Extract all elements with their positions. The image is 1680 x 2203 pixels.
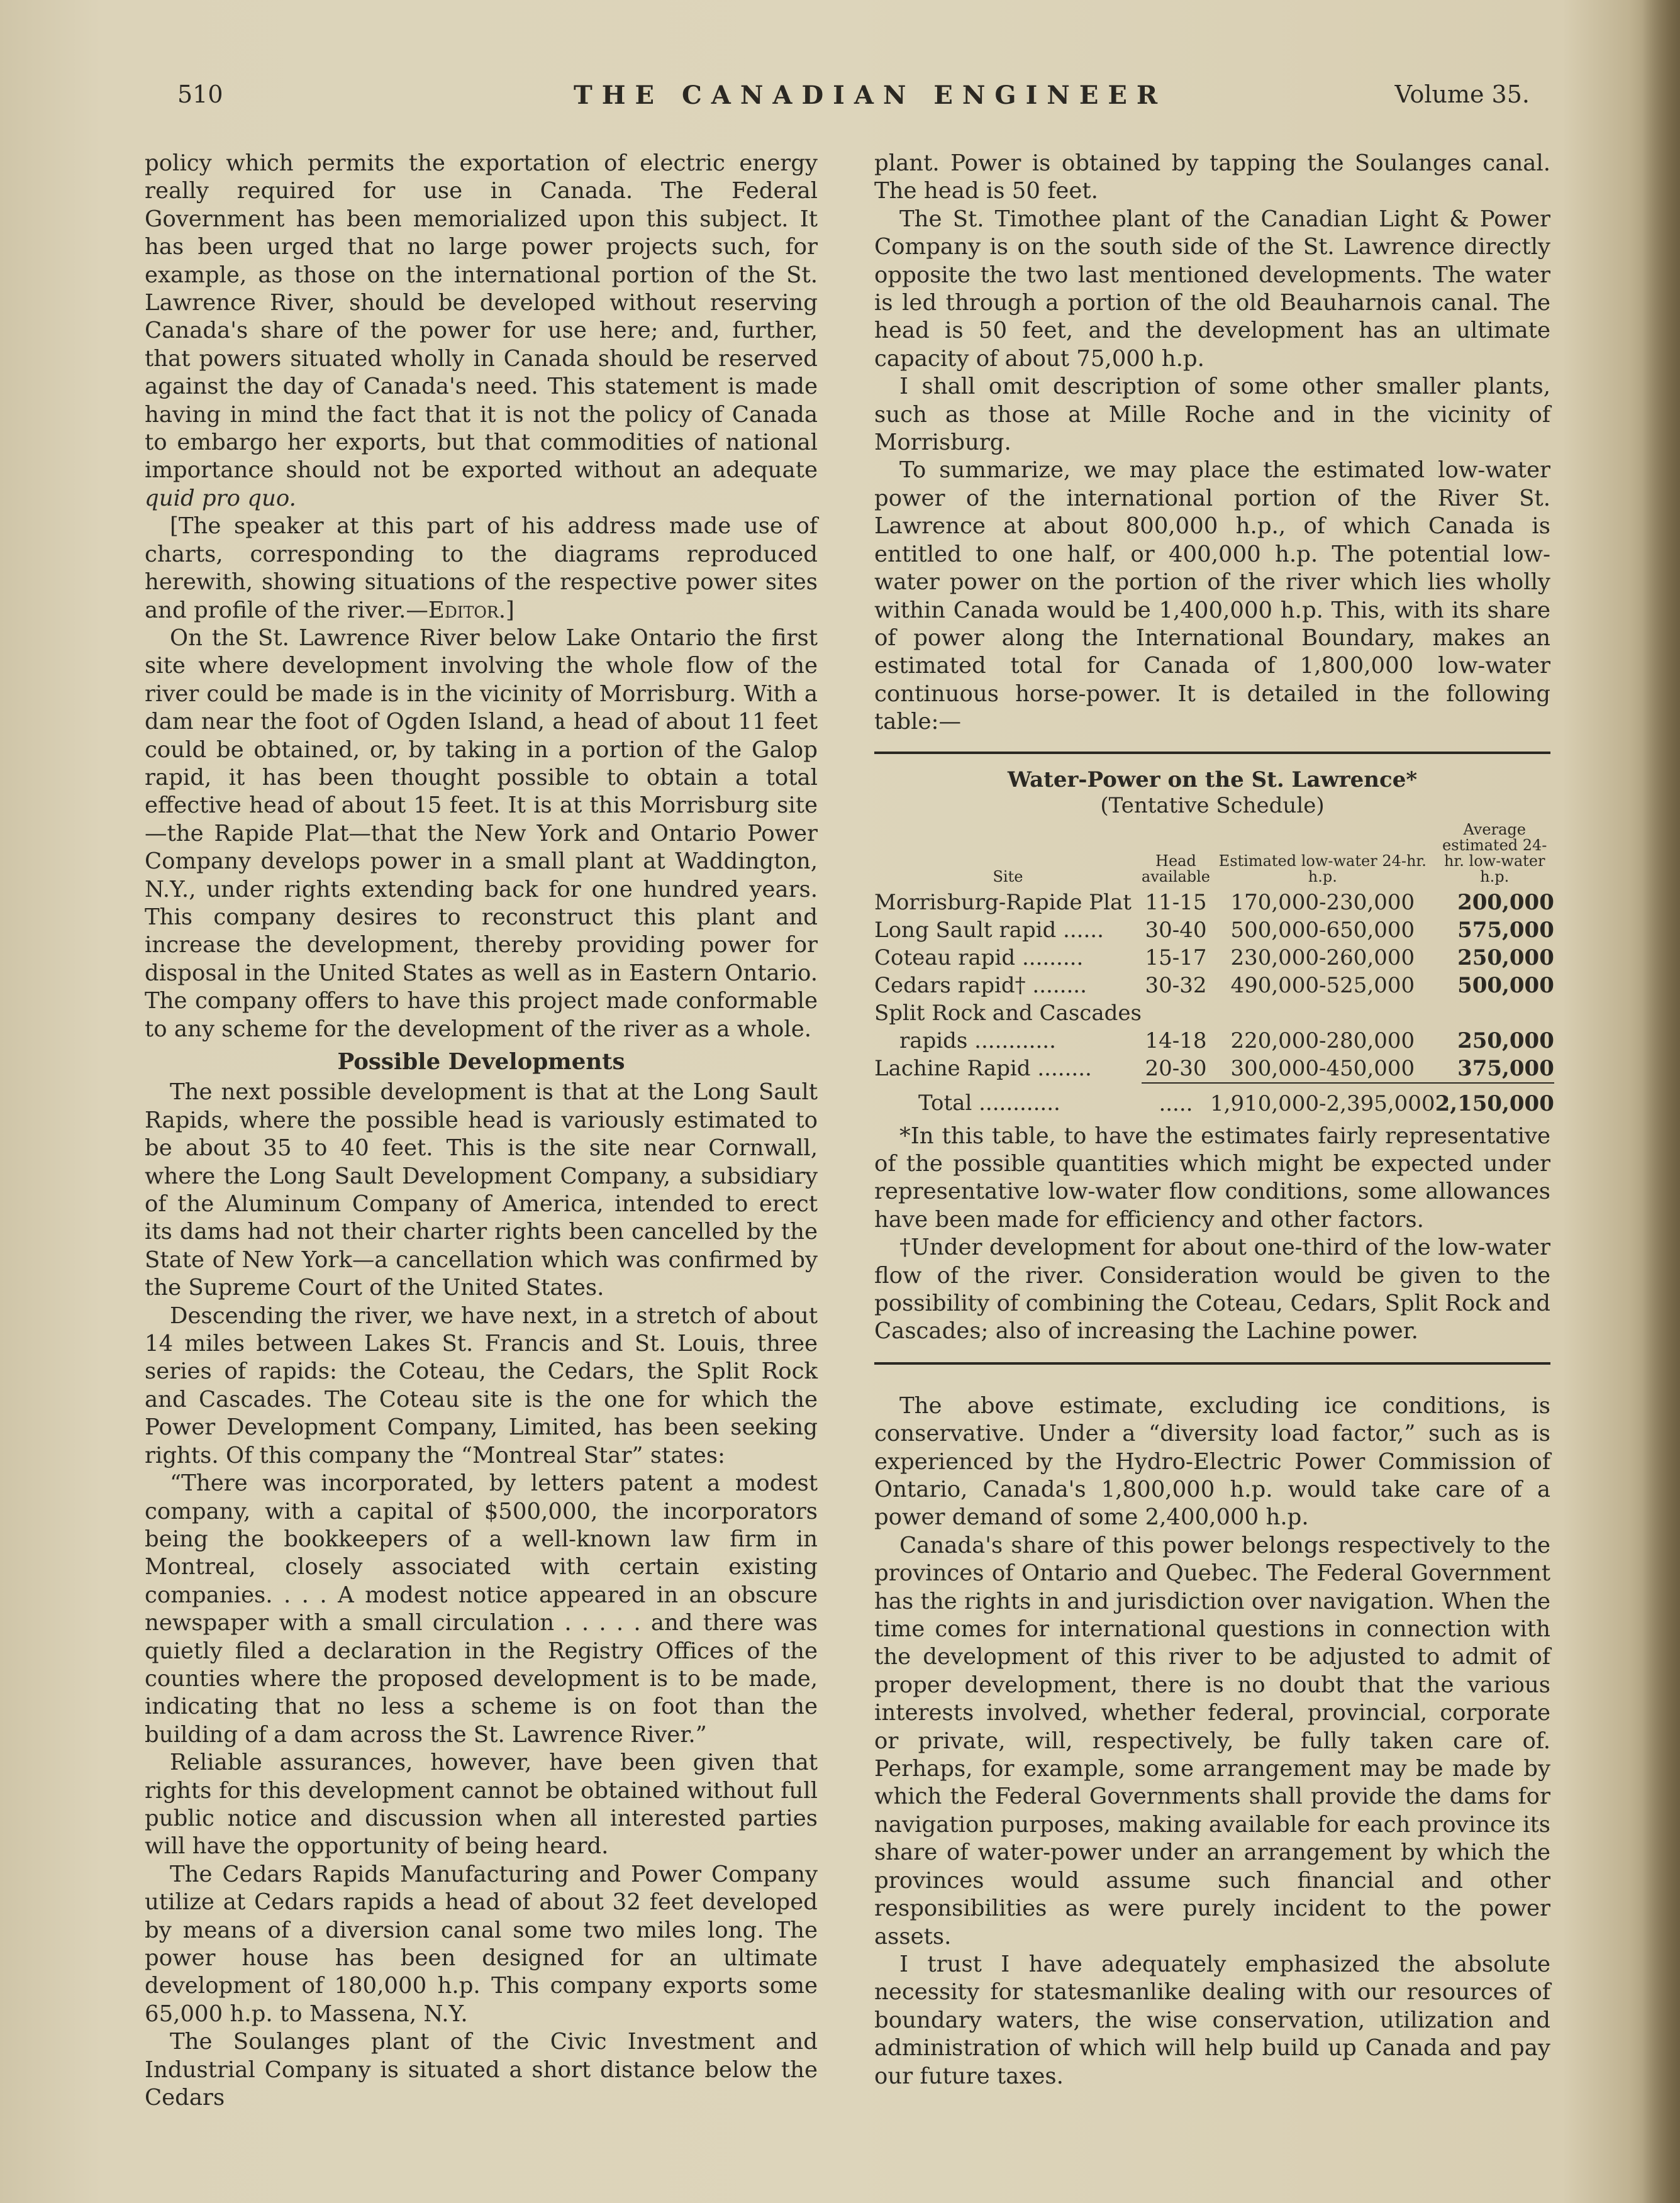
left-column — [145, 150, 818, 2112]
paragraph: The next possible development is that at the Long Sault Rapids, where the possible head is variously estimated to be about 35 to 40 feet. This is the site near Cornwall, where the Long Sault Development Company, a subsidiary of the Aluminum Company of America, intended to erect its dams had not their charter rights been cancelled by the State of New York—a cancellation which was confirmed by the Supreme Court of the United States. — [145, 1079, 818, 1301]
italic-phrase: quid pro quo. — [145, 485, 296, 511]
site-cell: rapids ............ — [899, 1028, 1056, 1053]
estimate-cell: 230,000-260,000 — [1230, 945, 1415, 970]
estimate-cell: 500,000-650,000 — [1230, 917, 1415, 943]
average-cell — [1435, 999, 1554, 1027]
total-estimate: 1,910,000-2,395,000 — [1210, 1083, 1435, 1118]
total-average: 2,150,000 — [1435, 1083, 1554, 1118]
page-header — [177, 80, 1530, 118]
site-cell: Split Rock and Cascades — [874, 1000, 1142, 1026]
column-header-estimated: Estimated low-water 24-hr. h.p. — [1218, 852, 1427, 885]
paragraph: The above estimate, excluding ice conditions, is conservative. Under a “diversity load factor,” such as is experienced by the Hydro-Electric Power Commission of Ontario, Canada's 1,800,000 h.p. would take care of a power demand of some 2,400,000 h.p. — [874, 1392, 1550, 1531]
table-row — [874, 972, 1554, 999]
table-row — [874, 1027, 1554, 1055]
water-power-table — [874, 822, 1554, 1118]
table-subtitle: (Tentative Schedule) — [1100, 792, 1325, 818]
paragraph: plant. Power is obtained by tapping the Soulanges canal. The head is 50 feet. — [874, 150, 1550, 204]
head-cell — [1142, 999, 1210, 1027]
table-row — [874, 916, 1554, 944]
quotation: “There was incorporated, by letters patent a modest company, with a capital of $500,000, the incorporators being the bookkeepers of a well-known law firm in Montreal, closely associated with certain existing companies. . . . A modest notice appeared in an obscure newspaper with a small circulation . . . . . and there was quietly filed a declaration in the Registry Offices of the counties where the proposed development is to be made, indicating that no less a scheme is on foot than the building of a dam across the St. Lawrence River.” — [145, 1470, 818, 1748]
editor-label: Editor. — [428, 597, 506, 623]
table-top-rule — [874, 752, 1550, 754]
table-footnote: †Under development for about one-third of the low-water flow of the river. Consideration would be given to the possibility of combining the Coteau, Cedars, Split Rock and Cascades; also of increasing the Lachine power. — [874, 1235, 1550, 1345]
head-cell: 11-15 — [1145, 889, 1207, 915]
head-cell: 14-18 — [1145, 1028, 1207, 1053]
paragraph: I trust I have adequately emphasized the absolute necessity for statesmanlike dealing with our resources of boundary waters, the wise conservation, utilization and administration of which will help build up Canada and pay our future taxes. — [874, 1951, 1550, 2089]
paragraph — [145, 150, 818, 513]
paragraph-text: policy which permits the exportation of electric energy really required for use in Canada. The Federal Government has been memorialized upon this subject. It has been urged that no large power projects such, for example, as those on the international portion of the St. Lawrence River, should be developed without reserving Canada's share of the power for use here; and, further, that powers situated wholly in Canada should be reserved against the day of Canada's need. This statement is made having in mind the fact that it is not the policy of Canada to embargo her exports, but that commodities of national importance should not be exported without an adequate — [145, 150, 818, 484]
estimate-cell — [1210, 999, 1435, 1027]
bracket-close: ] — [506, 597, 515, 623]
table-row — [874, 999, 1554, 1027]
site-cell: Coteau rapid ......... — [874, 945, 1084, 970]
journal-title: THE CANADIAN ENGINEER — [574, 80, 1167, 110]
paragraph: I shall omit description of some other smaller plants, such as those at Mille Roche and in the vicinity of Morrisburg. — [874, 374, 1550, 456]
average-cell: 250,000 — [1457, 1028, 1554, 1053]
average-cell: 575,000 — [1457, 917, 1554, 943]
head-cell: 30-32 — [1145, 972, 1207, 998]
page-spine-shadow — [1642, 0, 1680, 2203]
table-row — [874, 889, 1554, 916]
average-cell: 375,000 — [1457, 1055, 1554, 1081]
table-title: Water-Power on the St. Lawrence* — [1007, 767, 1418, 792]
volume-label: Volume 35. — [1394, 80, 1530, 108]
table-bottom-rule — [874, 1362, 1550, 1365]
estimate-cell: 220,000-280,000 — [1230, 1028, 1415, 1053]
right-column — [874, 150, 1554, 2090]
head-cell: 30-40 — [1145, 917, 1207, 943]
paragraph: Reliable assurances, however, have been given that rights for this development cannot be obtained without full public notice and discussion when all interested parties will have the opportunity of being heard. — [145, 1750, 818, 1860]
head-cell: 20-30 — [1145, 1055, 1207, 1081]
paragraph: Descending the river, we have next, in a stretch of about 14 miles between Lakes St. Francis and St. Louis, three series of rapids: the Coteau, the Cedars, the Split Rock and Cascades. The Coteau site is the one for which the Power Development Company, Limited, has been seeking rights. Of this company the “Montreal Star” states: — [145, 1302, 818, 1468]
average-cell: 500,000 — [1457, 972, 1554, 998]
head-cell: 15-17 — [1145, 945, 1207, 970]
section-heading: Possible Developments — [337, 1049, 625, 1075]
paragraph: The Soulanges plant of the Civic Investment and Industrial Company is situated a short distance below the Cedars — [145, 2029, 818, 2111]
page-number: 510 — [177, 80, 223, 108]
column-header-site: Site — [993, 867, 1023, 885]
total-head: ..... — [1142, 1083, 1210, 1118]
average-cell: 250,000 — [1457, 945, 1554, 970]
estimate-cell: 490,000-525,000 — [1230, 972, 1415, 998]
site-cell: Morrisburg-Rapide Plat — [874, 889, 1132, 915]
paragraph: The St. Timothee plant of the Canadian Light & Power Company is on the south side of the St. Lawrence directly opposite the two last mentioned developments. The water is led through a portion of the old Beauharnois canal. The head is 50 feet, and the development has an ultimate capacity of about 75,000 h.p. — [874, 206, 1550, 372]
table-footnote: *In this table, to have the estimates fairly representative of the possible quantities which might be expected under representative low-water flow conditions, some allowances have been made for efficiency and other factors. — [874, 1123, 1550, 1233]
total-label: Total ............ — [918, 1090, 1060, 1116]
paragraph: On the St. Lawrence River below Lake Ontario the first site where development involving the whole flow of the river could be made is in the vicinity of Morrisburg. With a dam near the foot of Ogden Island, a head of about 11 feet could be obtained, or, by taking in a portion of the Galop rapid, it has been thought possible to obtain a total effective head of about 15 feet. It is at this Morrisburg site—the Rapide Plat—that the New York and Ontario Power Company develops power in a small plant at Waddington, N.Y., under rights extending back for one hundred years. This company desires to reconstruct this plant and increase the development, thereby providing power for disposal in the United States as well as in Eastern Ontario. The company offers to have this project made conformable to any scheme for the development of the river as a whole. — [145, 624, 818, 1042]
paragraph: The Cedars Rapids Manufacturing and Power Company utilize at Cedars rapids a head of about 32 feet developed by means of a diversion canal some two miles long. The power house has been designed for an ultimate development of 180,000 h.p. This company exports some 65,000 h.p. to Massena, N.Y. — [145, 1861, 818, 2027]
table-total-row — [874, 1083, 1554, 1118]
column-header-average: Average estimated 24-hr. low-water h.p. — [1442, 820, 1547, 885]
paragraph: To summarize, we may place the estimated low-water power of the international portion of the River St. Lawrence at about 800,000 h.p., of which Canada is entitled to one half, or 400,000 h.p. The potential low-water power on the portion of the river which lies wholly within Canada would be 1,400,000 h.p. This, with its share of power along the International Boundary, makes an estimated total for Canada of 1,800,000 low-water continuous horse-power. It is detailed in the following table:— — [874, 457, 1550, 735]
estimate-cell: 300,000-450,000 — [1230, 1055, 1415, 1081]
table-header-row — [874, 822, 1554, 889]
editor-note — [145, 513, 818, 624]
column-header-head: Head available — [1141, 852, 1210, 885]
table-row — [874, 1055, 1554, 1083]
paragraph-text: [The speaker at this part of his address made use of charts, corresponding to the diagrams reproduced herewith, showing situations of the respective power sites and profile of the river.— — [145, 513, 818, 623]
average-cell: 200,000 — [1457, 889, 1554, 915]
site-cell: Cedars rapid† ........ — [874, 972, 1087, 998]
table-row — [874, 944, 1554, 972]
site-cell: Lachine Rapid ........ — [874, 1056, 1092, 1082]
estimate-cell: 170,000-230,000 — [1230, 889, 1415, 915]
site-cell: Long Sault rapid ...... — [874, 917, 1104, 943]
paragraph: Canada's share of this power belongs respectively to the provinces of Ontario and Quebec. The Federal Government has the rights in and jurisdiction over navigation. When the time comes for international questions in connection with the development of this river to be adjusted to admit of proper development, there is no doubt that the various interests involved, whether federal, provincial, corporate or private, will, respectively, be fully taken care of. Perhaps, for example, some arrangement may be made by which the Federal Governments shall provide the dams for navigation purposes, making available for each province its share of water-power under an arrangement by which the provinces would assume such financial and other responsibilities as were purely incident to the power assets. — [874, 1532, 1550, 1950]
